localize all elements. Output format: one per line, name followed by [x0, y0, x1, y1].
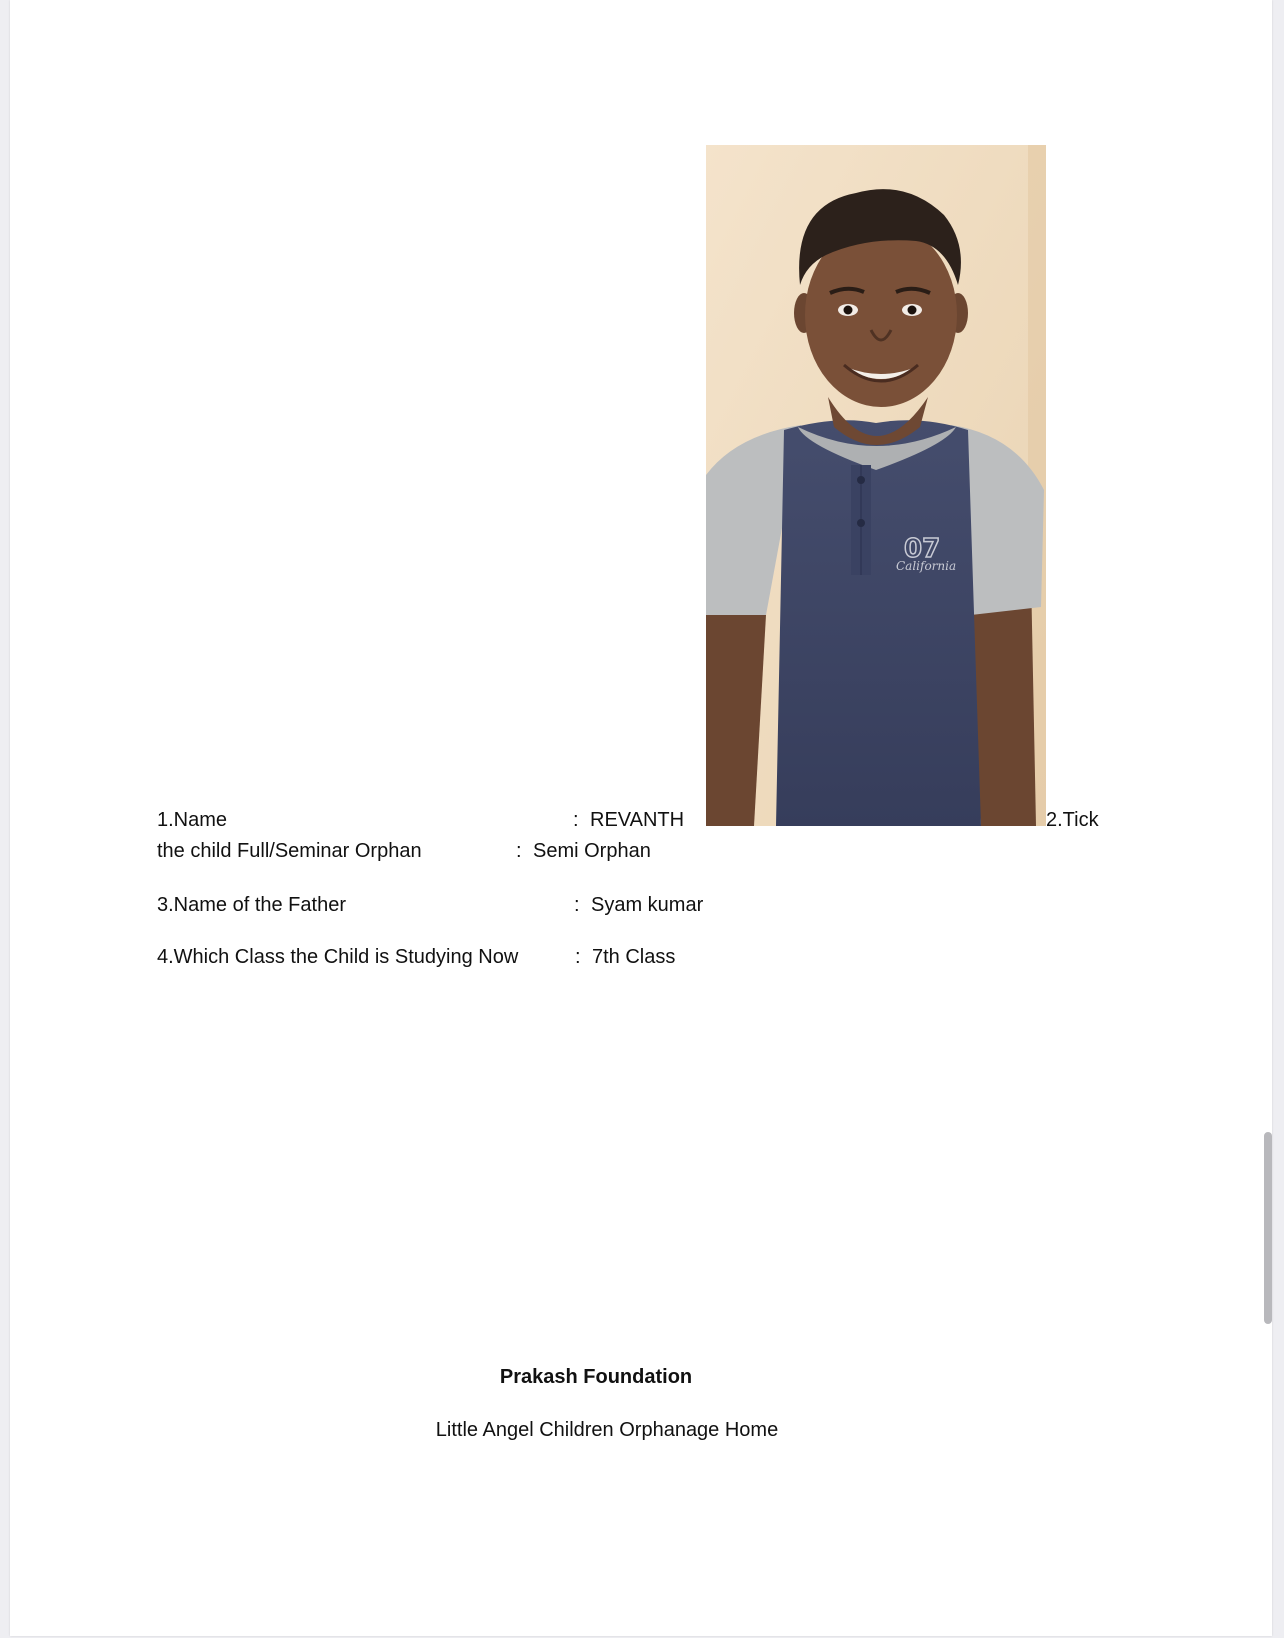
field-orphan-value: Semi Orphan: [533, 840, 651, 862]
field-class-separator: :: [575, 946, 581, 968]
field-father-value: Syam kumar: [591, 894, 704, 916]
svg-text:California: California: [896, 559, 957, 573]
orphanage-home-name: Little Angel Children Orphanage Home: [435, 1419, 779, 1441]
child-photo: [706, 145, 1046, 826]
child-portrait-image: [706, 145, 1046, 826]
field-orphan-label-start: 2.Tick: [1046, 809, 1099, 831]
field-orphan-label-end: the child Full/Seminar Orphan: [157, 840, 422, 862]
field-name-separator: :: [573, 809, 579, 831]
field-name-label: 1.Name: [157, 809, 228, 831]
field-class-value: 7th Class: [592, 946, 676, 968]
field-father-separator: :: [574, 894, 580, 916]
field-name-value: REVANTH: [590, 809, 685, 831]
field-orphan-separator: :: [516, 840, 522, 862]
field-class-label: 4.Which Class the Child is Studying Now: [157, 946, 519, 968]
organization-name: Prakash Foundation: [499, 1366, 693, 1388]
svg-text:07: 07: [904, 534, 941, 564]
field-father-label: 3.Name of the Father: [157, 894, 346, 916]
vertical-scrollbar[interactable]: [1264, 1132, 1272, 1324]
